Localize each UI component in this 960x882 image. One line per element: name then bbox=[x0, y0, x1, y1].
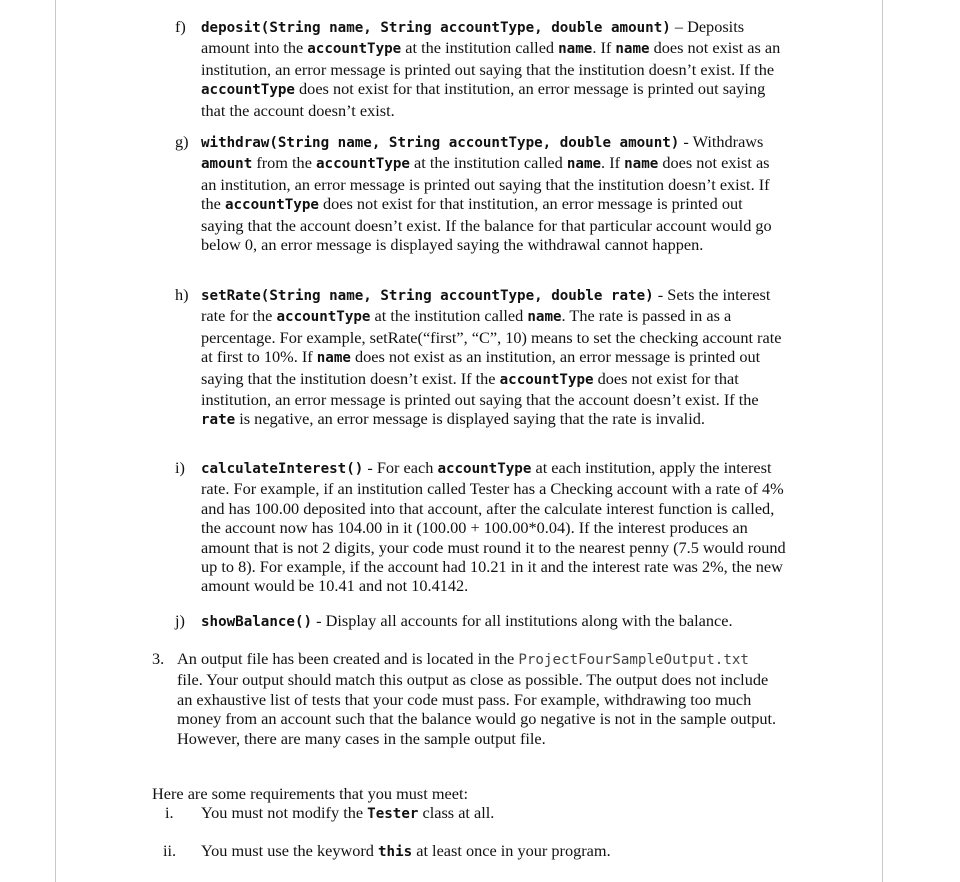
item-label: h) bbox=[175, 285, 189, 304]
item-label: g) bbox=[175, 132, 189, 151]
output-filename: ProjectFourSampleOutput.txt bbox=[518, 652, 749, 668]
item-text: You must use the keyword this at least once in your program. bbox=[201, 841, 611, 860]
method-signature: calculateInterest() bbox=[201, 461, 364, 477]
method-signature: withdraw(String name, String accountType, double amount) bbox=[201, 135, 680, 151]
item-text: showBalance() - Display all accounts for all institutions along with the balance. bbox=[201, 611, 733, 630]
item-label: 3. bbox=[152, 649, 165, 668]
item-label: j) bbox=[175, 611, 185, 630]
item-text: You must not modify the Tester class at all. bbox=[201, 803, 495, 822]
item-label: i) bbox=[175, 458, 185, 477]
method-signature: showBalance() bbox=[201, 614, 313, 630]
item-text: deposit(String name, String accountType, double amount) – Deposits amount into the accountType at the institution called name. If name does not exist as an institution, an error message is printed out saying that the institution doesn’t exist. If the accountType does not exist for that institution, an error message is printed out saying that the account doesn’t exist. bbox=[201, 17, 781, 120]
item-label: f) bbox=[175, 17, 186, 36]
requirements-intro: Here are some requirements that you must meet: bbox=[152, 784, 469, 803]
item-text: setRate(String name, String accountType, double rate) - Sets the interest rate for the accountType at the institution called name. The rate is passed in as a percentage. For example, setRate(“first”, “C”, 10) means to set the checking account rate at first to 10%. If name does not exist as an institution, an error message is printed out saying that the institution doesn’t exist. If the accountType does not exist for that institution, an error message is printed out saying that the account doesn’t exist. If the rate is negative, an error message is displayed saying that the rate is invalid. bbox=[201, 285, 782, 429]
item-text: calculateInterest() - For each accountType at each institution, apply the interest rate. For example, if an institution called Tester has a Checking account with a rate of 4% and has 100.00 deposited into that account, after the calculate interest function is called, the account now has 104.00 in it (100.00 + 100.00*0.04). If the interest produces an amount that is not 2 digits, your code must round it to the nearest penny (7.5 would round up to 8). For example, if the account had 10.21 in it and the interest rate was 2%, the new amount would be 10.41 and not 10.4142. bbox=[201, 458, 786, 596]
item-label: ii. bbox=[163, 841, 177, 860]
item-text: An output file has been created and is located in the ProjectFourSampleOutput.txt file. Your output should match this output as close as possible. The output does not include an exhaustive list of tests that your code must pass. For example, withdrawing too much money from an account such that the balance would go negative is not in the sample output. However, there are many cases in the sample output file. bbox=[177, 649, 777, 748]
item-label: i. bbox=[165, 803, 174, 822]
item-text: withdraw(String name, String accountType, double amount) - Withdraws amount from the accountType at the institution called name. If name does not exist as an institution, an error message is printed out saying that the institution doesn’t exist. If the accountType does not exist for that institution, an error message is printed out saying that the account doesn’t exist. If the balance for that particular account would go below 0, an error message is displayed saying the withdrawal cannot happen. bbox=[201, 132, 772, 255]
method-signature: setRate(String name, String accountType, double rate) bbox=[201, 288, 654, 304]
method-signature: deposit(String name, String accountType, double amount) bbox=[201, 20, 671, 36]
